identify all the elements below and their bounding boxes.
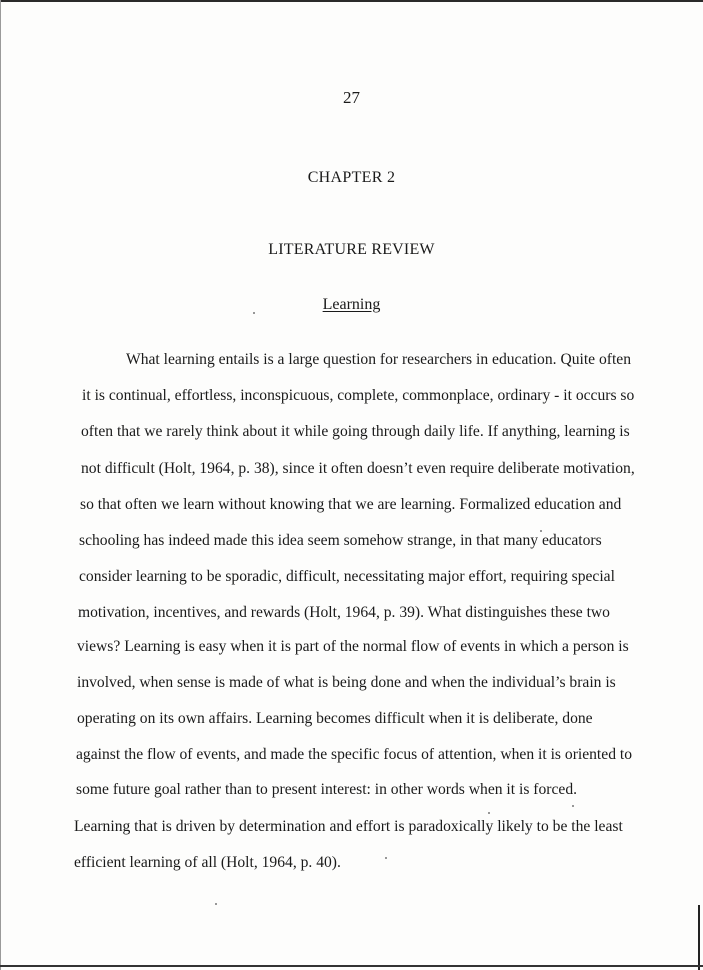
scan-right-edge bbox=[698, 905, 700, 970]
body-line: views? Learning is easy when it is part of the normal flow of events in which a person is bbox=[77, 638, 629, 655]
scan-bottom-edge bbox=[0, 965, 703, 967]
subsection-title bbox=[0, 296, 703, 314]
body-line: so that often we learn without knowing that we are learning. Formalized education and bbox=[80, 496, 622, 513]
body-line: it is continual, effortless, inconspicuous, complete, commonplace, ordinary - it occurs so bbox=[82, 387, 635, 404]
body-line: against the flow of events, and made the specific focus of attention, when it is oriented to bbox=[76, 746, 633, 763]
scan-speck bbox=[572, 805, 574, 807]
body-line: involved, when sense is made of what is being done and when the individual’s brain is bbox=[77, 674, 616, 691]
section-title: LITERATURE REVIEW bbox=[268, 241, 435, 258]
scan-left-edge bbox=[0, 0, 1, 970]
body-line: some future goal rather than to present interest: in other words when it is forced. bbox=[76, 781, 578, 798]
scan-speck bbox=[215, 903, 217, 905]
body-line: often that we rarely think about it while going through daily life. If anything, learning is bbox=[81, 423, 630, 440]
body-line: not difficult (Holt, 1964, p. 38), since it often doesn’t even require deliberate motivation, bbox=[81, 460, 635, 477]
subsection-title-text: Learning bbox=[322, 296, 381, 313]
body-line: schooling has indeed made this idea seem somehow strange, in that many educators bbox=[79, 532, 602, 549]
scan-top-edge bbox=[0, 0, 703, 2]
body-line: What learning entails is a large question for researchers in education. Quite often bbox=[126, 351, 632, 368]
body-line: motivation, incentives, and rewards (Holt, 1964, p. 39). What distinguishes these two bbox=[78, 604, 610, 621]
scan-speck bbox=[488, 812, 490, 814]
body-line: consider learning to be sporadic, difficult, necessitating major effort, requiring special bbox=[79, 568, 615, 585]
chapter-heading: CHAPTER 2 bbox=[307, 169, 396, 186]
body-line: efficient learning of all (Holt, 1964, p. 40). bbox=[74, 854, 341, 871]
body-line: Learning that is driven by determination and effort is paradoxically likely to be the least bbox=[74, 818, 623, 835]
body-line: operating on its own affairs. Learning becomes difficult when it is deliberate, done bbox=[77, 710, 593, 727]
scan-speck bbox=[385, 857, 387, 859]
page-number: 27 bbox=[343, 88, 360, 107]
